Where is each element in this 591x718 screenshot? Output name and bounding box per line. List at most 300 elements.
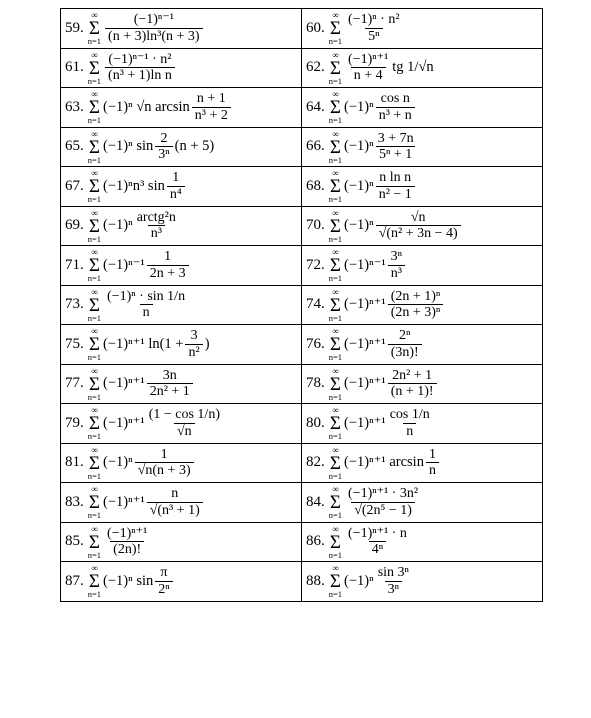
fraction <box>376 131 416 163</box>
sum-lower-limit: n=1 <box>87 510 102 520</box>
term-prefix: (−1)ⁿn³ sin <box>103 177 165 194</box>
sum-upper-limit: ∞ <box>91 563 98 573</box>
fraction <box>105 526 149 558</box>
exercise-number: 79. <box>65 414 84 431</box>
sigma-glyph: Σ <box>88 215 100 237</box>
term-prefix: (−1)ⁿ <box>344 217 374 234</box>
sigma-glyph: Σ <box>88 176 100 197</box>
sum-upper-limit: ∞ <box>332 247 339 257</box>
exercise <box>65 562 301 601</box>
fraction-denominator: n³ <box>388 265 405 281</box>
exercise-number: 84. <box>306 493 325 510</box>
fraction-numerator: (−1)ⁿ · sin 1/n <box>107 288 186 304</box>
exercise <box>65 444 301 483</box>
sum-symbol <box>88 288 101 323</box>
exercise-number: 85. <box>65 533 84 550</box>
fraction <box>135 210 178 242</box>
fraction-denominator: n <box>403 423 416 439</box>
fraction-denominator: n <box>140 304 153 320</box>
exercise-cell <box>302 522 543 562</box>
sum-upper-limit: ∞ <box>91 405 98 415</box>
fraction-numerator: 2n² + 1 <box>392 367 433 383</box>
table-row <box>61 325 543 365</box>
exercise-cell <box>61 9 302 49</box>
exercise <box>306 49 542 88</box>
exercise-cell <box>61 285 302 325</box>
exercise-number: 69. <box>65 217 84 234</box>
fraction-denominator: n² − 1 <box>376 186 415 202</box>
term-suffix: ) <box>204 335 210 352</box>
sum-upper-limit: ∞ <box>332 405 339 415</box>
sum-upper-limit: ∞ <box>91 523 98 534</box>
term-prefix: (−1)ⁿ⁻¹ <box>103 256 145 273</box>
fraction-denominator: (n³ + 1)ln n <box>105 67 175 83</box>
exercise <box>306 128 542 167</box>
exercise-number: 77. <box>65 375 84 392</box>
exercise-cell <box>61 483 302 523</box>
exercise-number: 71. <box>65 256 84 273</box>
exercise <box>306 325 542 364</box>
exercise-cell <box>61 443 302 483</box>
sigma-glyph: Σ <box>88 531 100 553</box>
sigma-glyph: Σ <box>329 373 341 395</box>
exercise <box>306 9 542 48</box>
sum-lower-limit: n=1 <box>328 312 343 323</box>
fraction <box>376 565 411 597</box>
fraction <box>167 170 185 202</box>
sum-symbol <box>88 406 101 441</box>
exercise-cell <box>302 325 543 365</box>
exercise <box>306 246 542 285</box>
sigma-glyph: Σ <box>88 413 100 434</box>
fraction <box>147 368 193 400</box>
exercise-cell <box>61 206 302 246</box>
sum-symbol <box>329 367 342 402</box>
sum-upper-limit: ∞ <box>332 89 339 99</box>
fraction-denominator: n² <box>185 344 202 360</box>
sum-lower-limit: n=1 <box>87 589 102 599</box>
fraction-denominator: (2n)! <box>110 541 144 557</box>
fraction-denominator: n <box>426 462 439 478</box>
sigma-glyph: Σ <box>88 452 100 474</box>
fraction-denominator: n + 4 <box>351 67 386 83</box>
exercise <box>306 483 542 522</box>
fraction-numerator: (−1)ⁿ⁺¹ · 3n² <box>348 486 419 502</box>
exercise-number: 86. <box>306 533 325 550</box>
fraction <box>147 249 189 281</box>
term-prefix: (−1)ⁿ⁺¹ <box>344 375 386 392</box>
sum-lower-limit: n=1 <box>87 233 102 244</box>
sum-symbol <box>329 90 342 125</box>
sum-upper-limit: ∞ <box>332 168 339 178</box>
sum-symbol <box>329 564 342 599</box>
term-prefix: (−1)ⁿ <box>344 572 374 589</box>
exercise-number: 61. <box>65 59 84 76</box>
sum-symbol <box>88 11 101 46</box>
exercise-number: 66. <box>306 138 325 155</box>
fraction-denominator: 2ⁿ <box>155 581 172 597</box>
exercise-cell <box>61 127 302 167</box>
exercise-number: 62. <box>306 59 325 76</box>
table-row <box>61 285 543 325</box>
sum-upper-limit: ∞ <box>91 207 98 218</box>
exercise-cell <box>302 483 543 523</box>
fraction <box>346 486 420 518</box>
sum-lower-limit: n=1 <box>87 36 102 46</box>
sum-lower-limit: n=1 <box>87 273 102 283</box>
table-row <box>61 9 543 49</box>
exercise-number: 80. <box>306 414 325 431</box>
fraction <box>388 289 444 321</box>
exercise-cell <box>61 246 302 286</box>
fraction-numerator: 3 + 7n <box>377 130 414 146</box>
fraction <box>147 486 203 518</box>
sigma-glyph: Σ <box>88 571 100 592</box>
exercise-number: 78. <box>306 375 325 392</box>
fraction-denominator: √n <box>174 423 195 439</box>
fraction-denominator: 3ⁿ <box>155 146 172 162</box>
exercise <box>306 207 542 246</box>
fraction-numerator: 3 <box>190 328 198 344</box>
fraction-numerator: 1 <box>172 170 180 186</box>
exercise-number: 70. <box>306 217 325 234</box>
exercise-cell <box>302 206 543 246</box>
sum-upper-limit: ∞ <box>91 128 98 139</box>
fraction-numerator: sin 3ⁿ <box>377 565 409 581</box>
sum-symbol <box>88 90 101 125</box>
sum-symbol <box>88 169 101 204</box>
sigma-glyph: Σ <box>329 294 341 316</box>
exercise-cell <box>302 285 543 325</box>
table-row <box>61 167 543 207</box>
sum-symbol <box>88 564 101 599</box>
sum-lower-limit: n=1 <box>87 431 102 441</box>
sigma-glyph: Σ <box>329 57 341 79</box>
exercise-cell <box>302 562 543 602</box>
term-prefix: (−1)ⁿ <box>344 138 374 155</box>
sum-upper-limit: ∞ <box>91 484 98 494</box>
table-row <box>61 443 543 483</box>
series-table <box>60 8 543 602</box>
sum-lower-limit: n=1 <box>328 352 343 362</box>
exercise-number: 75. <box>65 335 84 352</box>
fraction-numerator: n ln n <box>379 170 412 186</box>
sum-lower-limit: n=1 <box>328 273 343 283</box>
fraction <box>388 249 405 281</box>
fraction-numerator: 1 <box>160 446 168 462</box>
fraction-numerator: arctg²n <box>136 209 176 225</box>
exercise-number: 68. <box>306 177 325 194</box>
sum-lower-limit: n=1 <box>328 589 343 599</box>
fraction <box>192 91 231 123</box>
exercise-number: 64. <box>306 98 325 115</box>
sum-upper-limit: ∞ <box>91 168 98 178</box>
sigma-glyph: Σ <box>329 492 341 513</box>
fraction-denominator: (n + 3)ln³(n + 3) <box>105 28 203 44</box>
sum-upper-limit: ∞ <box>91 444 98 455</box>
exercise-number: 72. <box>306 256 325 273</box>
sum-lower-limit: n=1 <box>328 431 343 441</box>
exercise-cell <box>302 443 543 483</box>
exercise-number: 88. <box>306 572 325 589</box>
fraction-numerator: √n <box>410 209 426 225</box>
fraction-denominator: 2n² + 1 <box>147 383 193 399</box>
exercise-cell <box>302 88 543 128</box>
sum-symbol <box>88 209 101 244</box>
table-row <box>61 562 543 602</box>
fraction <box>105 289 187 321</box>
fraction <box>376 170 415 202</box>
fraction-numerator: 1 <box>164 249 172 265</box>
sum-lower-limit: n=1 <box>87 391 102 402</box>
fraction-numerator: (1 − cos 1/n) <box>148 407 220 423</box>
sum-symbol <box>88 248 101 283</box>
sum-upper-limit: ∞ <box>332 207 339 218</box>
exercise <box>306 286 542 325</box>
sum-upper-limit: ∞ <box>91 326 98 336</box>
exercise <box>306 365 542 404</box>
exercise <box>65 404 301 443</box>
term-prefix: (−1)ⁿ <box>344 98 374 115</box>
fraction <box>155 131 172 163</box>
exercise-number: 74. <box>306 296 325 313</box>
exercise-cell <box>302 48 543 88</box>
fraction-denominator: (n + 1)! <box>388 383 437 399</box>
sum-symbol <box>329 327 342 362</box>
series-table-body <box>61 9 543 602</box>
exercise <box>65 325 301 364</box>
exercise-cell <box>61 562 302 602</box>
exercise-cell <box>302 246 543 286</box>
sum-upper-limit: ∞ <box>332 563 339 573</box>
sum-upper-limit: ∞ <box>91 10 98 20</box>
fraction-numerator: 2 <box>160 130 168 146</box>
sum-symbol <box>88 525 101 560</box>
fraction-numerator: cos n <box>380 91 410 107</box>
fraction-numerator: n <box>171 486 179 502</box>
term-prefix: (−1)ⁿ⁺¹ <box>344 335 386 352</box>
sum-symbol <box>329 525 342 560</box>
exercise-cell <box>302 9 543 49</box>
sigma-glyph: Σ <box>88 18 100 39</box>
sum-lower-limit: n=1 <box>87 115 102 125</box>
table-row <box>61 522 543 562</box>
term-prefix: (−1)ⁿ⁺¹ <box>103 375 145 392</box>
series-exercise-sheet <box>60 8 542 602</box>
fraction <box>346 526 409 558</box>
sigma-glyph: Σ <box>329 571 341 592</box>
fraction-denominator: n³ + 2 <box>192 107 231 123</box>
fraction-denominator: n⁴ <box>167 186 185 202</box>
sum-upper-limit: ∞ <box>332 484 339 494</box>
fraction-denominator: √n(n + 3) <box>135 462 194 478</box>
term-prefix: (−1)ⁿ⁺¹ ln(1 + <box>103 335 184 352</box>
exercise-number: 76. <box>306 335 325 352</box>
exercise-number: 65. <box>65 138 84 155</box>
sigma-glyph: Σ <box>329 452 341 474</box>
exercise-number: 60. <box>306 19 325 36</box>
fraction <box>388 368 437 400</box>
fraction-numerator: π <box>160 565 168 581</box>
fraction-numerator: 2ⁿ <box>398 328 411 344</box>
exercise <box>306 562 542 601</box>
fraction-denominator: 5ⁿ <box>365 28 382 44</box>
sum-symbol <box>329 485 342 520</box>
exercise-cell <box>61 88 302 128</box>
sum-upper-limit: ∞ <box>332 365 339 376</box>
sum-symbol <box>88 446 101 481</box>
sum-symbol <box>88 367 101 402</box>
exercise-number: 67. <box>65 177 84 194</box>
sum-lower-limit: n=1 <box>87 154 102 165</box>
sum-symbol <box>88 327 101 362</box>
fraction <box>388 328 422 360</box>
exercise <box>65 286 301 325</box>
exercise <box>65 365 301 404</box>
fraction <box>147 407 222 439</box>
term-prefix: (−1)ⁿ <box>103 454 133 471</box>
fraction <box>346 12 402 44</box>
term-prefix: (−1)ⁿ⁺¹ <box>103 493 145 510</box>
table-row <box>61 206 543 246</box>
sigma-glyph: Σ <box>329 531 341 553</box>
term-suffix: tg 1/√n <box>392 59 434 76</box>
table-row <box>61 404 543 444</box>
exercise <box>306 444 542 483</box>
exercise-number: 82. <box>306 454 325 471</box>
sum-lower-limit: n=1 <box>87 352 102 362</box>
fraction-numerator: (−1)ⁿ⁺¹ · n <box>348 525 407 541</box>
fraction-numerator: (−1)ⁿ⁻¹ <box>133 12 174 28</box>
fraction <box>105 12 203 44</box>
sigma-glyph: Σ <box>329 97 341 118</box>
sigma-glyph: Σ <box>88 373 100 395</box>
table-row <box>61 48 543 88</box>
sigma-glyph: Σ <box>88 294 100 316</box>
exercise-cell <box>302 167 543 207</box>
fraction-numerator: n + 1 <box>196 91 226 107</box>
fraction <box>185 328 202 360</box>
table-row <box>61 127 543 167</box>
exercise-cell <box>302 127 543 167</box>
exercise-cell <box>61 364 302 404</box>
sigma-glyph: Σ <box>329 255 341 276</box>
sum-symbol <box>329 130 342 165</box>
sum-lower-limit: n=1 <box>328 391 343 402</box>
term-suffix: (n + 5) <box>174 138 215 155</box>
fraction <box>155 565 172 597</box>
term-prefix: (−1)ⁿ⁺¹ <box>344 296 386 313</box>
sum-upper-limit: ∞ <box>332 10 339 20</box>
sum-upper-limit: ∞ <box>332 326 339 336</box>
sigma-glyph: Σ <box>88 136 100 158</box>
fraction-denominator: 3ⁿ <box>385 581 402 597</box>
sum-upper-limit: ∞ <box>332 286 339 297</box>
fraction <box>135 447 194 479</box>
sum-lower-limit: n=1 <box>328 75 343 86</box>
sum-upper-limit: ∞ <box>91 286 98 297</box>
sum-lower-limit: n=1 <box>328 154 343 165</box>
sum-lower-limit: n=1 <box>328 549 343 560</box>
exercise <box>65 49 301 88</box>
sigma-glyph: Σ <box>329 176 341 197</box>
exercise-cell <box>61 167 302 207</box>
sigma-glyph: Σ <box>88 334 100 355</box>
fraction-numerator: (2n + 1)ⁿ <box>390 288 441 304</box>
sum-symbol <box>329 406 342 441</box>
exercise-cell <box>302 364 543 404</box>
fraction-numerator: (−1)ⁿ⁺¹ <box>348 51 389 67</box>
fraction <box>376 210 461 242</box>
exercise <box>65 246 301 285</box>
exercise <box>65 9 301 48</box>
exercise <box>65 483 301 522</box>
fraction-numerator: (−1)ⁿ⁻¹ · n² <box>108 51 172 67</box>
sum-symbol <box>88 51 101 86</box>
sigma-glyph: Σ <box>329 215 341 237</box>
fraction <box>105 52 175 84</box>
sum-upper-limit: ∞ <box>91 247 98 257</box>
fraction-denominator: √(n² + 3n − 4) <box>376 225 461 241</box>
sum-symbol <box>329 446 342 481</box>
sum-upper-limit: ∞ <box>91 89 98 99</box>
sum-symbol <box>88 130 101 165</box>
sigma-glyph: Σ <box>329 136 341 158</box>
term-prefix: (−1)ⁿ⁺¹ arcsin <box>344 454 424 471</box>
sum-lower-limit: n=1 <box>328 470 343 481</box>
sum-lower-limit: n=1 <box>87 470 102 481</box>
sum-symbol <box>329 51 342 86</box>
exercise-cell <box>61 48 302 88</box>
sum-upper-limit: ∞ <box>332 523 339 534</box>
table-row <box>61 246 543 286</box>
fraction-denominator: √(2n⁵ − 1) <box>351 502 415 518</box>
sum-lower-limit: n=1 <box>328 233 343 244</box>
fraction-denominator: n³ <box>148 225 165 241</box>
term-prefix: (−1)ⁿ <box>103 217 133 234</box>
sum-upper-limit: ∞ <box>332 128 339 139</box>
fraction-numerator: 3n <box>162 367 177 383</box>
term-prefix: (−1)ⁿ⁺¹ <box>103 414 145 431</box>
exercise <box>65 523 301 562</box>
sum-upper-limit: ∞ <box>332 49 339 60</box>
exercise-number: 83. <box>65 493 84 510</box>
fraction <box>346 52 390 84</box>
fraction-denominator: √(n³ + 1) <box>147 502 203 518</box>
fraction-numerator: cos 1/n <box>389 407 430 423</box>
exercise <box>65 128 301 167</box>
table-row <box>61 88 543 128</box>
sigma-glyph: Σ <box>88 492 100 513</box>
sum-upper-limit: ∞ <box>91 365 98 376</box>
sigma-glyph: Σ <box>329 18 341 39</box>
sum-symbol <box>329 288 342 323</box>
term-prefix: (−1)ⁿ <box>344 177 374 194</box>
fraction-denominator: 5ⁿ + 1 <box>376 146 415 162</box>
fraction-numerator: (−1)ⁿ⁺¹ <box>107 525 148 541</box>
table-row <box>61 483 543 523</box>
exercise <box>65 88 301 127</box>
exercise <box>306 88 542 127</box>
exercise-cell <box>61 404 302 444</box>
sum-lower-limit: n=1 <box>87 194 102 204</box>
fraction-denominator: (3n)! <box>388 344 422 360</box>
sum-lower-limit: n=1 <box>328 194 343 204</box>
fraction-numerator: (−1)ⁿ · n² <box>348 12 400 28</box>
fraction-denominator: (2n + 3)ⁿ <box>388 304 444 320</box>
fraction-numerator: 1 <box>428 446 436 462</box>
sum-symbol <box>329 248 342 283</box>
